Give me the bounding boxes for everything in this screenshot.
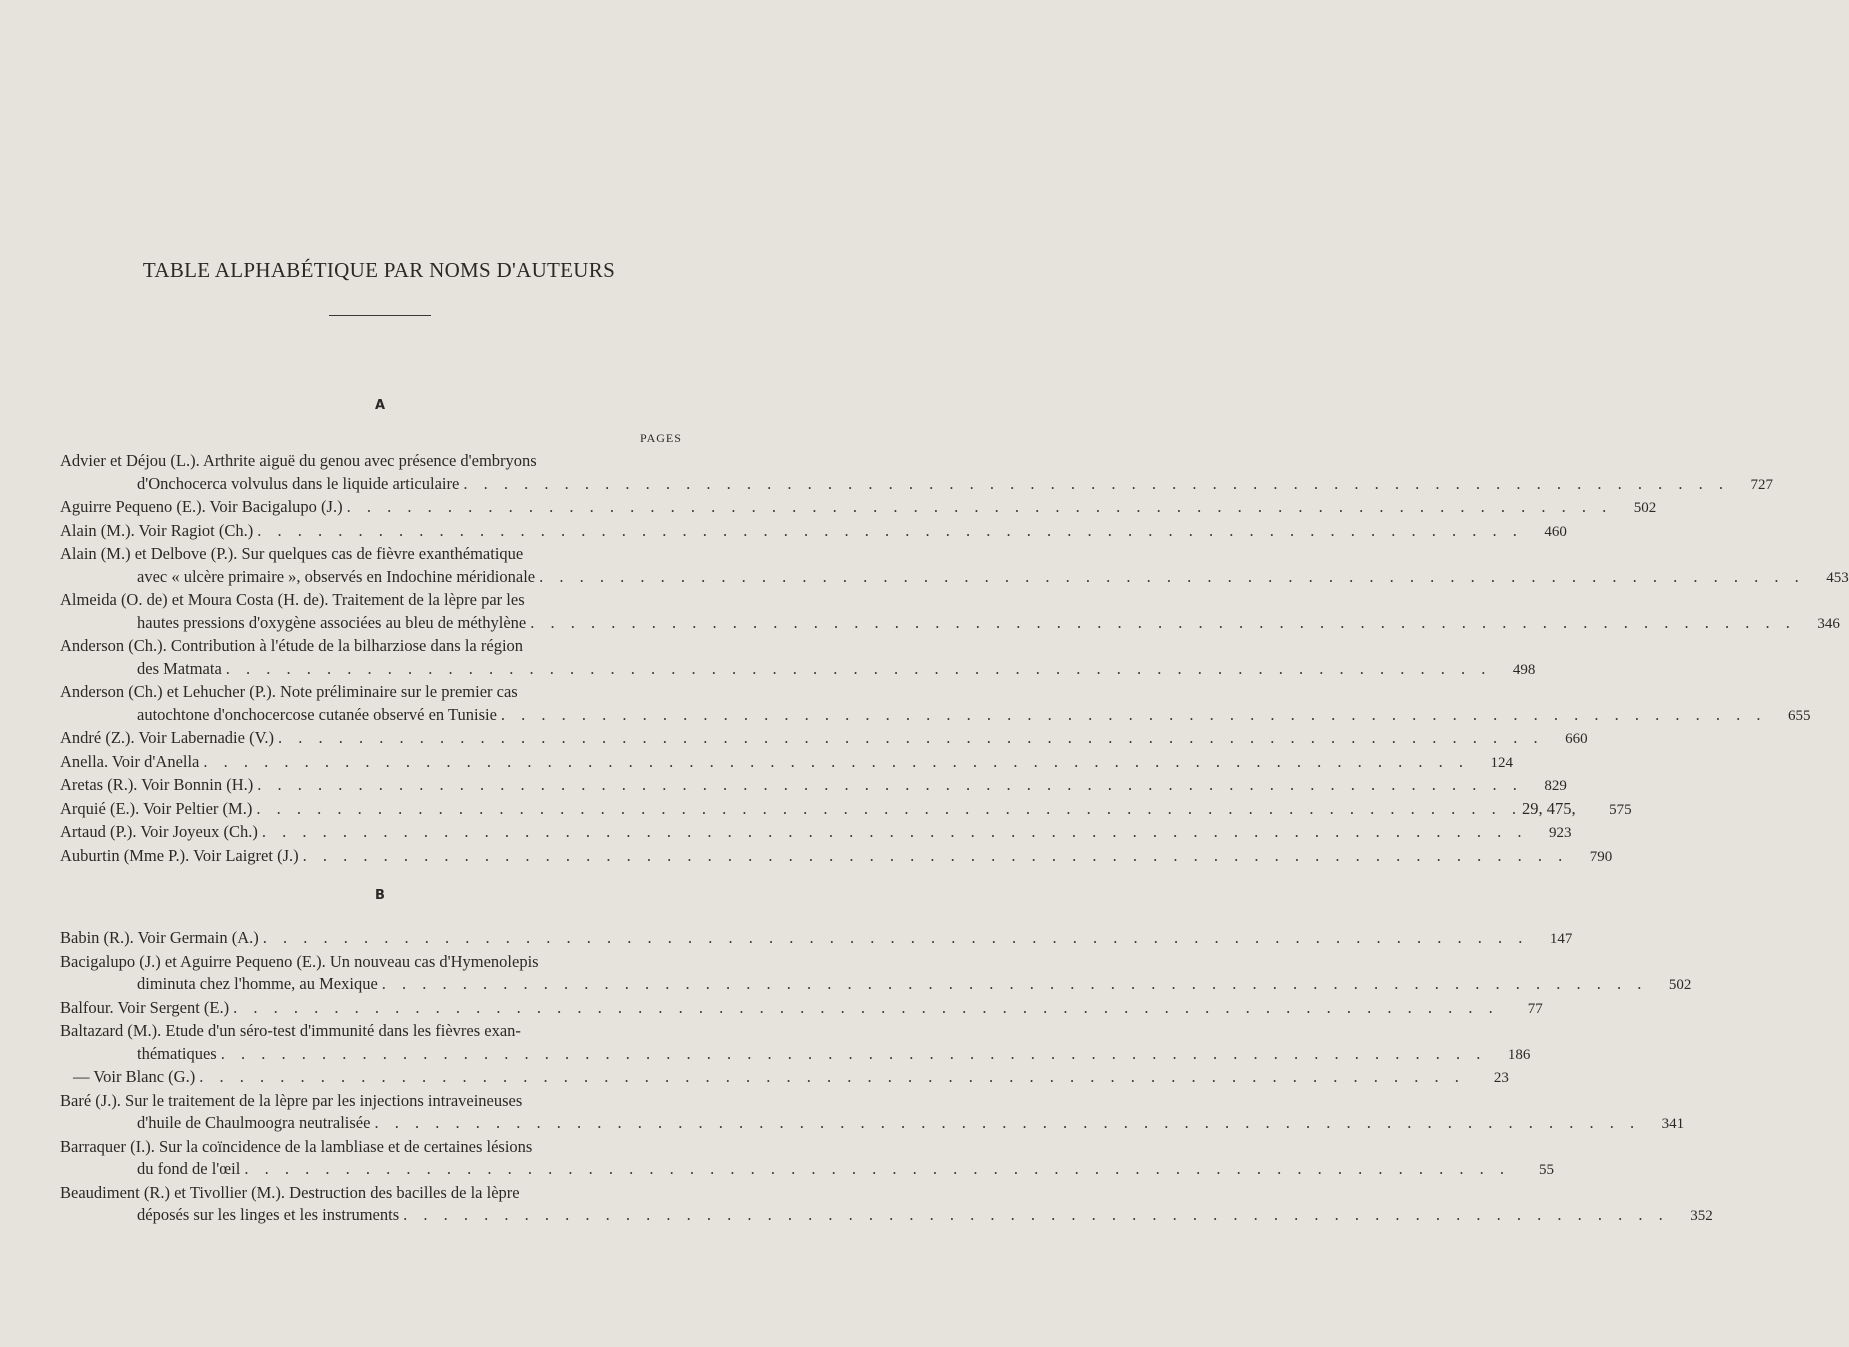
section-a-entries — [60, 450, 1849, 868]
entry-text: Auburtin (Mme P.). Voir Laigret (J.) — [60, 845, 299, 865]
page-number: 923 — [1548, 825, 1572, 841]
index-entry — [60, 1136, 1554, 1182]
entry-text: Advier et Déjou (L.). Arthrite aiguë du genou avec présence d'embryons — [60, 451, 537, 470]
page-number: 502 — [1633, 500, 1657, 516]
dot-leader — [378, 973, 1648, 996]
dot-leader — [399, 1204, 1669, 1227]
entry-text: Aguirre Pequeno (E.). Voir Bacigalupo (J.) — [60, 497, 343, 516]
dot-leader — [259, 927, 1529, 950]
entry-text-continued: d'Onchocerca volvulus dans le liquide articulaire — [137, 473, 460, 493]
entry-text: Babin (R.). Voir Germain (A.) — [60, 928, 259, 947]
dot-leader — [370, 1112, 1640, 1135]
dot-leader — [459, 473, 1729, 496]
page-number: 55 — [1538, 1162, 1554, 1178]
page-number: 23 — [1493, 1070, 1509, 1086]
entry-text: Baltazard (M.). Etude d'un séro-test d'immunité dans les fièvres exan- — [60, 1021, 521, 1040]
index-entry — [60, 997, 1543, 1021]
page-number: 147 — [1549, 931, 1573, 947]
dot-leader — [274, 727, 1544, 750]
entry-text: Artaud (P.). Voir Joyeux (Ch.) — [60, 822, 258, 841]
entry-text: André (Z.). Voir Labernadie (V.) — [60, 728, 274, 747]
pages-header: PAGES — [640, 431, 682, 445]
index-entry — [60, 1066, 1509, 1090]
entry-text: Anella. Voir d'Anella — [60, 751, 200, 771]
entry-text-continued: autochtone d'onchocercose cutanée observé en Tunisie — [137, 704, 497, 724]
dot-leader — [253, 774, 1523, 797]
entry-text-continued: avec « ulcère primaire », observés en Indochine méridionale — [137, 566, 536, 586]
page-number: 77 — [1527, 1000, 1543, 1017]
entry-text: Baré (J.). Sur le traitement de la lèpre par les injections intraveineuses — [60, 1090, 523, 1110]
index-entry — [60, 927, 1573, 951]
index-entry — [60, 681, 1811, 727]
entry-text: Balfour. Voir Sergent (E.) — [60, 997, 230, 1017]
entry-text: Anderson (Ch.). Contribution à l'étude de la bilharziose dans la région — [60, 636, 524, 655]
index-entry — [60, 821, 1572, 845]
entry-text: Almeida (O. de) et Moura Costa (H. de). Traitement de la lèpre par les — [60, 590, 525, 609]
entry-text-continued: thématiques — [137, 1043, 217, 1063]
entry-text-continued: des Matmata — [137, 658, 222, 678]
entry-text: Bacigalupo (J.) et Aguirre Pequeno (E.). Un nouveau cas d'Hymenolepis — [60, 951, 539, 971]
page-number: 790 — [1589, 848, 1613, 865]
index-entry — [60, 751, 1514, 775]
entry-text: Beaudiment (R.) et Tivollier (M.). Destruction des bacilles de la lèpre — [60, 1182, 520, 1202]
page-number: 352 — [1690, 1208, 1713, 1224]
section-b-entries — [60, 927, 1713, 1228]
index-entry — [60, 798, 1632, 822]
entry-text-continued: d'huile de Chaulmoogra neutralisée — [137, 1113, 371, 1132]
dot-leader — [343, 496, 1613, 519]
entry-text: Alain (M.). Voir Ragiot (Ch.) — [60, 520, 254, 540]
dot-leader — [497, 704, 1767, 727]
entry-extra-pages: 29, 475, — [1521, 798, 1576, 818]
dot-leader — [195, 1066, 1465, 1089]
index-entry — [60, 1182, 1713, 1228]
index-entry — [60, 774, 1567, 798]
index-entry — [60, 845, 1613, 869]
dot-leader — [217, 1043, 1487, 1066]
entry-text: Anderson (Ch.) et Lehucher (P.). Note préliminaire sur le premier cas — [60, 682, 518, 701]
index-entry — [60, 589, 1840, 635]
entry-text: Aretas (R.). Voir Bonnin (H.) — [60, 775, 254, 794]
index-entry — [60, 543, 1849, 589]
dot-leader — [229, 997, 1499, 1020]
entry-text-continued: hautes pressions d'oxygène associées au bleu de méthylène — [137, 612, 527, 632]
page-number: 124 — [1490, 754, 1514, 771]
entry-text-continued: diminuta chez l'homme, au Mexique — [137, 974, 378, 993]
page-number: 186 — [1507, 1046, 1531, 1063]
index-entry — [60, 520, 1567, 544]
page-number: 655 — [1788, 707, 1811, 724]
dot-leader — [252, 798, 1522, 821]
entry-text: Arquié (E.). Voir Peltier (M.) — [60, 798, 253, 818]
page-number: 502 — [1668, 977, 1692, 993]
index-entry — [60, 727, 1588, 751]
dot-leader — [258, 821, 1528, 844]
section-letter-a: A — [374, 398, 386, 413]
page-number: 460 — [1544, 523, 1567, 540]
page-number: 575 — [1609, 801, 1632, 818]
page-number: 498 — [1512, 661, 1536, 678]
entry-text: Barraquer (I.). Sur la coïncidence de la lambliase et de certaines lésions — [60, 1136, 533, 1156]
dot-leader — [253, 520, 1523, 543]
entry-text: Alain (M.) et Delbove (P.). Sur quelques cas de fièvre exanthématique — [60, 544, 524, 563]
dot-leader — [222, 658, 1492, 681]
page-title: TABLE ALPHABÉTIQUE PAR NOMS D'AUTEURS — [142, 258, 616, 282]
page-number: 829 — [1544, 778, 1567, 794]
dot-leader — [299, 845, 1569, 868]
page-number: 660 — [1565, 731, 1588, 747]
section-letter-b: B — [375, 888, 385, 903]
index-entry — [60, 1020, 1531, 1066]
page-number: 453 — [1826, 569, 1849, 586]
index-entry — [60, 450, 1773, 496]
entry-text-continued: du fond de l'œil — [137, 1159, 241, 1178]
dot-leader — [199, 751, 1469, 774]
page-number: 346 — [1817, 615, 1840, 632]
dot-leader — [240, 1158, 1510, 1181]
page-number: 341 — [1661, 1116, 1685, 1132]
entry-text-continued: déposés sur les linges et les instruments — [137, 1205, 400, 1224]
entry-text: — Voir Blanc (G.) — [73, 1067, 196, 1086]
dot-leader — [535, 566, 1805, 589]
index-entry — [60, 496, 1657, 520]
index-entry — [60, 635, 1536, 681]
dot-leader — [526, 612, 1796, 635]
index-entry — [60, 951, 1692, 997]
index-entry — [60, 1090, 1685, 1136]
title-rule — [329, 315, 431, 316]
page-number: 727 — [1750, 476, 1773, 493]
